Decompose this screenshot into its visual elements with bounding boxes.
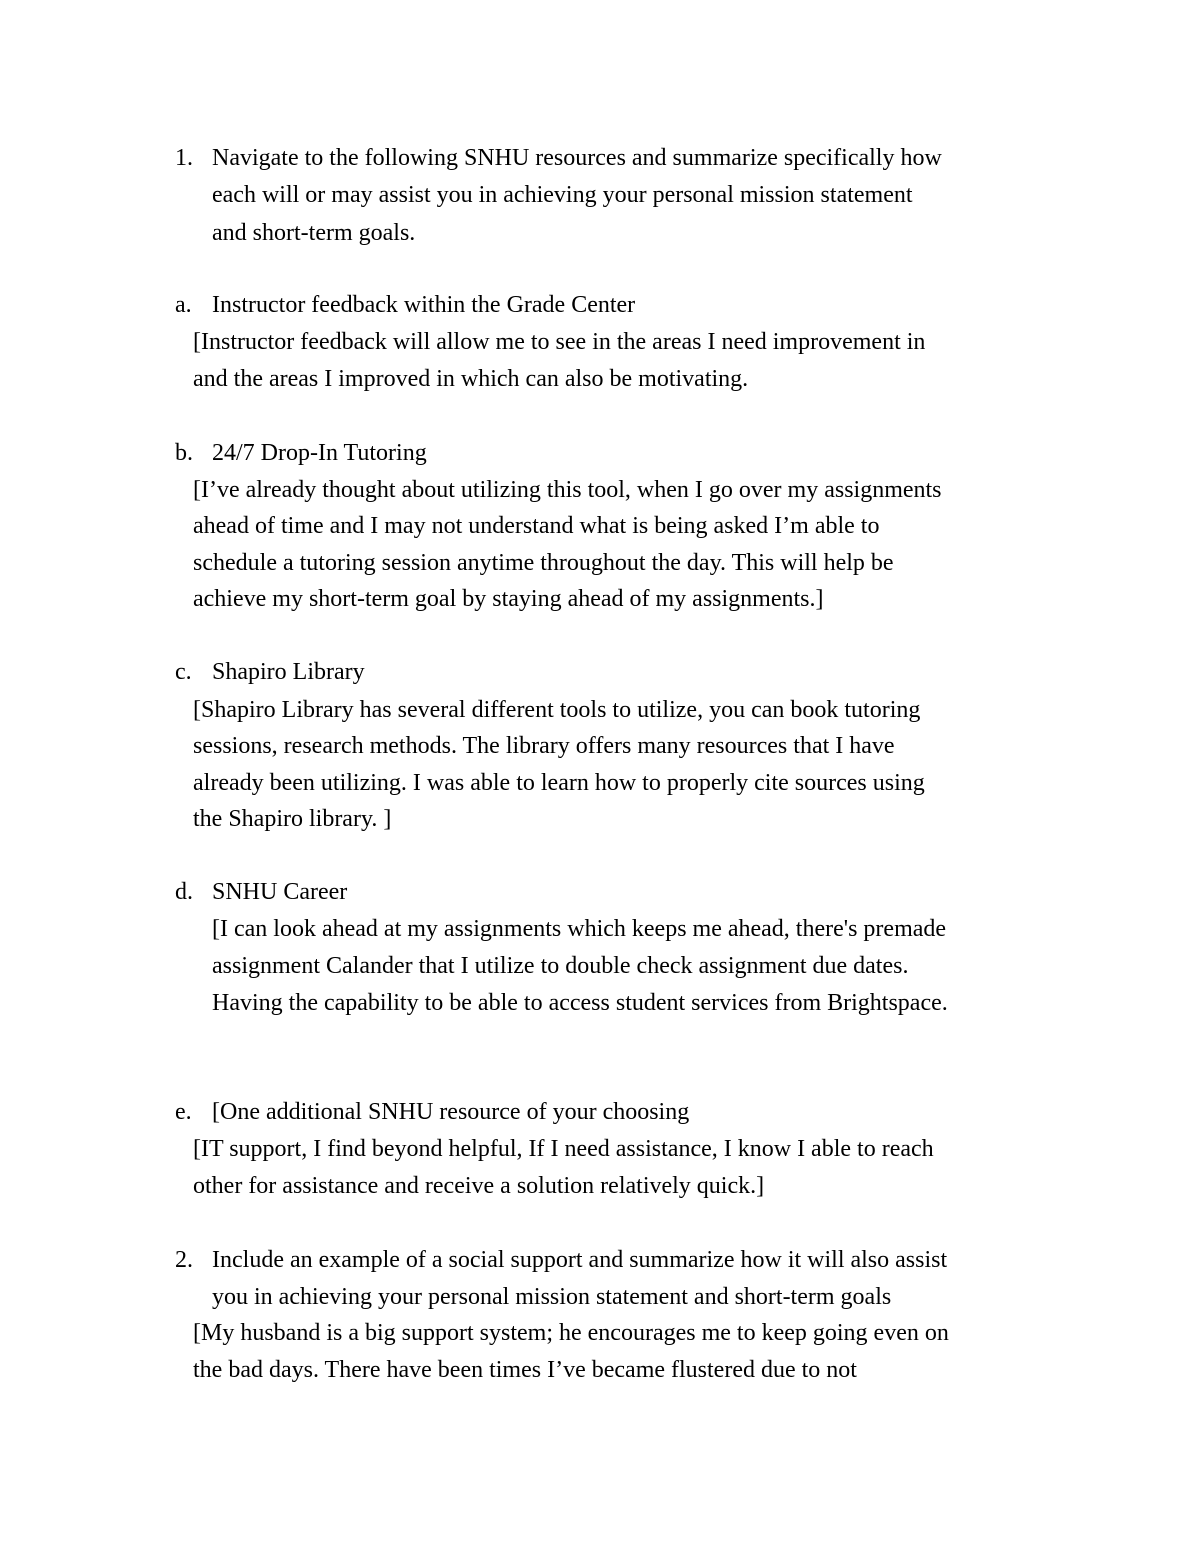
resource-c-answer-line: the Shapiro library. ] <box>193 806 392 832</box>
resource-b-answer-line: [I’ve already thought about utilizing this tool, when I go over my assignments <box>193 477 942 503</box>
question-2-line: Include an example of a social support and summarize how it will also assist <box>212 1247 948 1273</box>
resource-c-answer-line: already been utilizing. I was able to learn how to properly cite sources using <box>193 770 925 796</box>
resource-d-marker: d. <box>175 879 193 905</box>
resource-a-answer-line: [Instructor feedback will allow me to see in the areas I need improvement in <box>193 329 926 355</box>
resource-e-answer-line: [IT support, I find beyond helpful, If I need assistance, I know I able to reach <box>193 1136 934 1162</box>
question-2-answer-line: [My husband is a big support system; he encourages me to keep going even on <box>193 1320 949 1346</box>
question-2-answer-line: the bad days. There have been times I’ve became flustered due to not <box>193 1357 857 1383</box>
resource-c-marker: c. <box>175 659 192 685</box>
resource-d-answer-line: assignment Calander that I utilize to double check assignment due dates. <box>212 953 909 979</box>
question-1-line: each will or may assist you in achieving your personal mission statement <box>212 182 913 208</box>
resource-e-marker: e. <box>175 1099 192 1125</box>
resource-a-title: Instructor feedback within the Grade Center <box>212 292 636 318</box>
resource-a-answer-line: and the areas I improved in which can also be motivating. <box>193 366 749 392</box>
resource-c-title: Shapiro Library <box>212 659 365 685</box>
resource-b-marker: b. <box>175 440 193 466</box>
resource-b-answer-line: ahead of time and I may not understand what is being asked I’m able to <box>193 513 880 539</box>
question-2-number: 2. <box>175 1247 193 1273</box>
question-1-line: Navigate to the following SNHU resources and summarize specifically how <box>212 145 942 171</box>
resource-b-answer-line: schedule a tutoring session anytime throughout the day. This will help be <box>193 550 894 576</box>
question-1-number: 1. <box>175 145 193 171</box>
resource-b-title: 24/7 Drop-In Tutoring <box>212 440 427 466</box>
question-1-line: and short-term goals. <box>212 220 416 246</box>
resource-d-answer-line: [I can look ahead at my assignments which keeps me ahead, there's premade <box>212 916 947 942</box>
resource-e-title: [One additional SNHU resource of your choosing <box>212 1099 690 1125</box>
resource-c-answer-line: [Shapiro Library has several different tools to utilize, you can book tutoring <box>193 697 921 723</box>
resource-d-title: SNHU Career <box>212 879 348 905</box>
resource-d-answer-line: Having the capability to be able to access student services from Brightspace. <box>212 990 948 1016</box>
resource-a-marker: a. <box>175 292 192 318</box>
resource-b-answer-line: achieve my short-term goal by staying ahead of my assignments.] <box>193 586 824 612</box>
question-2-line: you in achieving your personal mission statement and short-term goals <box>212 1284 892 1310</box>
resource-c-answer-line: sessions, research methods. The library offers many resources that I have <box>193 733 895 759</box>
resource-e-answer-line: other for assistance and receive a solution relatively quick.] <box>193 1173 765 1199</box>
